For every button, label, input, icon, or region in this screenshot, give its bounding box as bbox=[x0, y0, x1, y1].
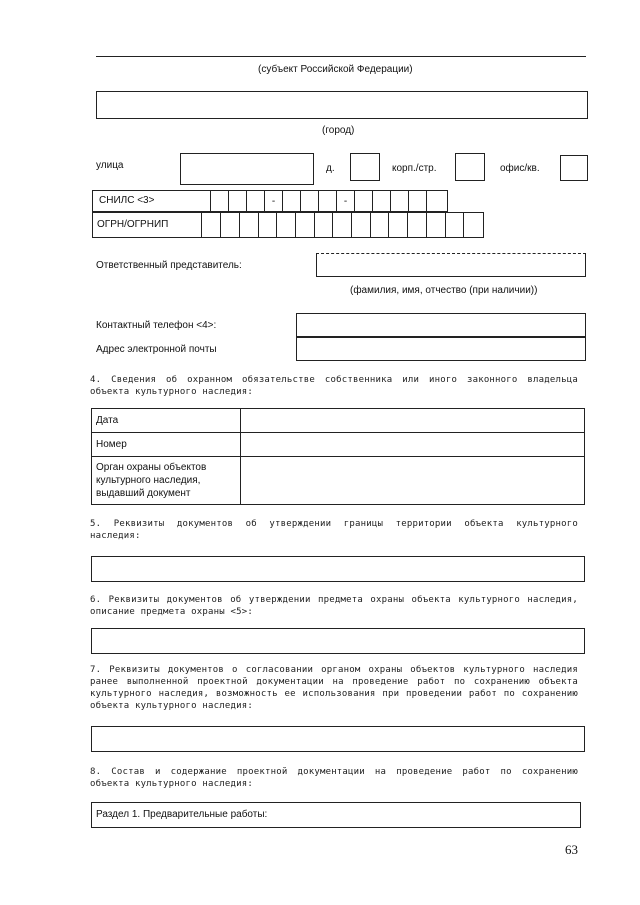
phone-field[interactable] bbox=[296, 313, 586, 337]
ogrn-cell[interactable] bbox=[464, 213, 483, 237]
heritage-obligation-table bbox=[91, 408, 585, 505]
ogrn-cell[interactable] bbox=[296, 213, 315, 237]
representative-field[interactable] bbox=[316, 253, 586, 277]
section6-text: 6. Реквизиты документов об утверждении предмета охраны объекта культурного наследия, описание предмета охраны <5>: bbox=[90, 595, 578, 617]
ogrn-cell[interactable] bbox=[240, 213, 259, 237]
ogrn-cell[interactable] bbox=[427, 213, 446, 237]
section8-part1-field[interactable] bbox=[91, 802, 581, 828]
snils-cell[interactable] bbox=[319, 191, 337, 211]
snils-cell[interactable] bbox=[373, 191, 391, 211]
snils-cell[interactable] bbox=[427, 191, 445, 211]
ogrn-cell[interactable] bbox=[202, 213, 221, 237]
part1-label: Раздел 1. Предварительные работы: bbox=[96, 809, 268, 820]
ogrn-cell[interactable] bbox=[259, 213, 278, 237]
street-label: улица bbox=[96, 160, 124, 171]
office-field[interactable] bbox=[560, 155, 588, 181]
ogrn-cell[interactable] bbox=[221, 213, 240, 237]
snils-cell[interactable] bbox=[283, 191, 301, 211]
snils-cell[interactable] bbox=[211, 191, 229, 211]
table-row bbox=[92, 409, 585, 433]
city-caption: (город) bbox=[322, 125, 355, 136]
snils-cell[interactable] bbox=[409, 191, 427, 211]
section8-text: 8. Состав и содержание проектной документации на проведение работ по сохранению объекта культурного наследия: bbox=[90, 767, 578, 789]
section6-field[interactable] bbox=[91, 628, 585, 654]
snils-cell[interactable] bbox=[247, 191, 265, 211]
snils-cell[interactable] bbox=[301, 191, 319, 211]
ogrn-cell[interactable] bbox=[389, 213, 408, 237]
ogrn-cell[interactable] bbox=[315, 213, 334, 237]
snils-dash: - bbox=[265, 191, 283, 211]
section5-text: 5. Реквизиты документов об утверждении границы территории объекта культурного наследия: bbox=[90, 519, 578, 541]
representative-label: Ответственный представитель: bbox=[96, 260, 242, 271]
subject-caption: (субъект Российской Федерации) bbox=[258, 64, 413, 75]
snils-grid[interactable] bbox=[92, 190, 448, 212]
table-row bbox=[92, 433, 585, 457]
ogrn-cell[interactable] bbox=[352, 213, 371, 237]
section5-field[interactable] bbox=[91, 556, 585, 582]
ogrn-cell[interactable] bbox=[277, 213, 296, 237]
subject-line bbox=[96, 56, 586, 57]
representative-caption: (фамилия, имя, отчество (при наличии)) bbox=[350, 285, 538, 296]
date-value-cell[interactable] bbox=[241, 409, 585, 433]
snils-label: СНИЛС <3> bbox=[93, 191, 211, 211]
phone-label: Контактный телефон <4>: bbox=[96, 320, 217, 331]
street-field[interactable] bbox=[180, 153, 314, 185]
section7-field[interactable] bbox=[91, 726, 585, 752]
ogrn-cell[interactable] bbox=[446, 213, 465, 237]
email-label: Адрес электронной почты bbox=[96, 344, 217, 355]
ogrn-cell[interactable] bbox=[333, 213, 352, 237]
number-value-cell[interactable] bbox=[241, 433, 585, 457]
ogrn-grid[interactable] bbox=[92, 212, 484, 238]
snils-cell[interactable] bbox=[355, 191, 373, 211]
authority-label: Орган охраны объектов культурного наследия, выдавший документ bbox=[92, 457, 241, 505]
authority-value-cell[interactable] bbox=[241, 457, 585, 505]
section7-text: 7. Реквизиты документов о согласовании органом охраны объектов культурного наследия ранее выполненной проектной документации на проведение работ по сохранению объекта культурного наследия, возможность ее использования при проведении работ по сохранению объекта культурного наследия: bbox=[90, 665, 578, 711]
ogrn-label: ОГРН/ОГРНИП bbox=[93, 213, 202, 237]
house-label: д. bbox=[326, 163, 335, 174]
ogrn-cell[interactable] bbox=[371, 213, 390, 237]
office-label: офис/кв. bbox=[500, 163, 540, 174]
date-label: Дата bbox=[92, 409, 241, 433]
section4-text: 4. Сведения об охранном обязательстве собственника или иного законного владельца объекта культурного наследия: bbox=[90, 375, 578, 397]
snils-cell[interactable] bbox=[391, 191, 409, 211]
snils-dash: - bbox=[337, 191, 355, 211]
building-label: корп./стр. bbox=[392, 163, 437, 174]
email-field[interactable] bbox=[296, 337, 586, 361]
house-field[interactable] bbox=[350, 153, 380, 181]
table-row bbox=[92, 457, 585, 505]
building-field[interactable] bbox=[455, 153, 485, 181]
ogrn-cell[interactable] bbox=[408, 213, 427, 237]
snils-cell[interactable] bbox=[229, 191, 247, 211]
number-label: Номер bbox=[92, 433, 241, 457]
city-field[interactable] bbox=[96, 91, 588, 119]
page-number: 63 bbox=[565, 842, 578, 857]
